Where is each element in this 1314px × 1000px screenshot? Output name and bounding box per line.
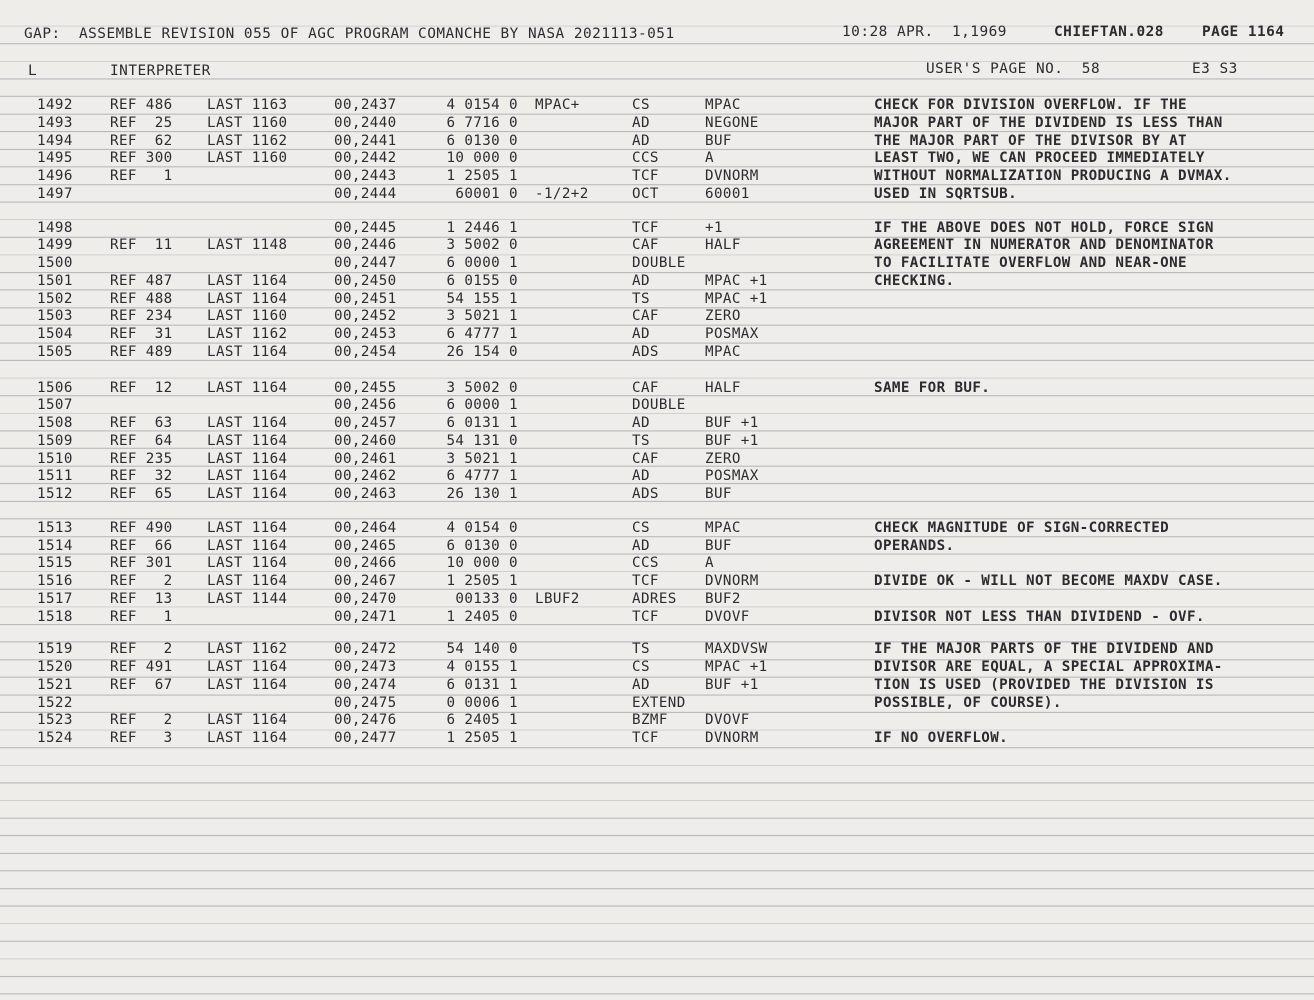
operand: HALF bbox=[705, 237, 741, 254]
address: 00,2475 bbox=[334, 694, 397, 711]
machine-code: 1 2505 1 bbox=[446, 168, 518, 184]
operand: MPAC +1 bbox=[705, 659, 768, 675]
listing-row bbox=[0, 451, 1314, 469]
opcode: CAF bbox=[632, 308, 659, 325]
opcode: TCF bbox=[632, 219, 659, 236]
operand: BUF bbox=[705, 486, 732, 502]
listing-row bbox=[0, 291, 1314, 309]
comment: CHECK MAGNITUDE OF SIGN-CORRECTED bbox=[874, 519, 1170, 536]
line-number: 1520 bbox=[37, 659, 73, 675]
ref-count: REF 234 bbox=[110, 308, 173, 325]
last-page: LAST 1164 bbox=[207, 432, 288, 449]
line-number: 1521 bbox=[37, 676, 73, 693]
last-page: LAST 1164 bbox=[207, 555, 288, 572]
address: 00,2454 bbox=[334, 343, 397, 360]
operand: DVNORM bbox=[705, 730, 759, 746]
last-page: LAST 1164 bbox=[207, 450, 288, 467]
machine-code: 3 5021 1 bbox=[446, 450, 518, 467]
last-page: LAST 1160 bbox=[207, 114, 288, 131]
operand: BUF +1 bbox=[705, 432, 759, 449]
line-number: 1500 bbox=[37, 255, 73, 271]
operand: MPAC bbox=[705, 519, 741, 536]
machine-code: 54 131 0 bbox=[446, 432, 518, 449]
symbol-label: -1/2+2 bbox=[535, 185, 589, 202]
ref-count: REF 235 bbox=[110, 450, 173, 467]
line-number: 1501 bbox=[37, 272, 73, 289]
address: 00,2460 bbox=[334, 432, 397, 449]
print-time: 10:28 APR. 1,1969 bbox=[842, 24, 1007, 40]
listing-row bbox=[0, 433, 1314, 451]
ref-count: REF 11 bbox=[110, 237, 173, 254]
listing-row bbox=[0, 168, 1314, 186]
last-page: LAST 1162 bbox=[207, 641, 288, 658]
operand: A bbox=[705, 555, 714, 572]
last-page: LAST 1164 bbox=[207, 343, 288, 360]
opcode: TCF bbox=[632, 730, 659, 746]
machine-code: 6 4777 1 bbox=[446, 468, 518, 485]
ref-count: REF 487 bbox=[110, 272, 173, 289]
page-number: PAGE 1164 bbox=[1202, 24, 1285, 40]
machine-code: 10 000 0 bbox=[446, 150, 518, 167]
listing-row bbox=[0, 397, 1314, 415]
last-page: LAST 1164 bbox=[207, 468, 288, 485]
last-page: LAST 1164 bbox=[207, 730, 288, 746]
machine-code: 6 4777 1 bbox=[446, 326, 518, 342]
line-number: 1518 bbox=[37, 608, 73, 625]
line-number: 1498 bbox=[37, 219, 73, 236]
address: 00,2461 bbox=[334, 450, 397, 467]
line-number: 1508 bbox=[37, 415, 73, 431]
listing-row bbox=[0, 237, 1314, 255]
operand: MPAC +1 bbox=[705, 272, 768, 289]
opcode: AD bbox=[632, 326, 650, 342]
operand: HALF bbox=[705, 379, 741, 396]
address: 00,2445 bbox=[334, 219, 397, 236]
listing-row bbox=[0, 326, 1314, 344]
ref-count: REF 3 bbox=[110, 730, 173, 746]
line-number: 1495 bbox=[37, 150, 73, 167]
listing-row bbox=[0, 133, 1314, 151]
address: 00,2472 bbox=[334, 641, 397, 658]
comment: POSSIBLE, OF COURSE). bbox=[874, 694, 1062, 711]
listing-row bbox=[0, 308, 1314, 326]
line-number: 1523 bbox=[37, 712, 73, 729]
operand: BUF2 bbox=[705, 590, 741, 607]
opcode: AD bbox=[632, 676, 650, 693]
machine-code: 6 0000 1 bbox=[446, 397, 518, 414]
listing-row bbox=[0, 344, 1314, 362]
ref-count: REF 300 bbox=[110, 150, 173, 167]
listing-row bbox=[0, 520, 1314, 538]
last-page: LAST 1148 bbox=[207, 237, 288, 254]
opcode: CCS bbox=[632, 150, 659, 167]
listing-title: GAP: ASSEMBLE REVISION 055 OF AGC PROGRAM COMANCHE BY NASA 2021113-051 bbox=[24, 26, 675, 42]
opcode: CS bbox=[632, 659, 650, 675]
address: 00,2456 bbox=[334, 397, 397, 414]
operand: BUF +1 bbox=[705, 676, 759, 693]
address: 00,2440 bbox=[334, 114, 397, 131]
last-page: LAST 1164 bbox=[207, 519, 288, 536]
line-number: 1507 bbox=[37, 397, 73, 414]
comment: SAME FOR BUF. bbox=[874, 379, 991, 396]
address: 00,2444 bbox=[334, 185, 397, 202]
symbol-label: MPAC+ bbox=[535, 97, 580, 113]
machine-code: 3 5021 1 bbox=[446, 308, 518, 325]
section-title: INTERPRETER bbox=[110, 63, 211, 79]
line-number: 1519 bbox=[37, 641, 73, 658]
ref-count: REF 491 bbox=[110, 659, 173, 675]
opcode: TCF bbox=[632, 608, 659, 625]
machine-code: 0 0006 1 bbox=[446, 694, 518, 711]
last-page: LAST 1163 bbox=[207, 97, 288, 113]
comment: AGREEMENT IN NUMERATOR AND DENOMINATOR bbox=[874, 237, 1214, 254]
line-number: 1506 bbox=[37, 379, 73, 396]
operand: BUF bbox=[705, 132, 732, 149]
machine-code: 1 2446 1 bbox=[446, 219, 518, 236]
opcode: AD bbox=[632, 272, 650, 289]
comment: USED IN SQRTSUB. bbox=[874, 185, 1018, 202]
address: 00,2465 bbox=[334, 537, 397, 554]
listing-row bbox=[0, 695, 1314, 713]
line-number: 1499 bbox=[37, 237, 73, 254]
machine-code: 4 0154 0 bbox=[446, 519, 518, 536]
comment: CHECK FOR DIVISION OVERFLOW. IF THE bbox=[874, 97, 1187, 113]
last-page: LAST 1162 bbox=[207, 132, 288, 149]
address: 00,2463 bbox=[334, 486, 397, 502]
line-number: 1517 bbox=[37, 590, 73, 607]
line-number: 1492 bbox=[37, 97, 73, 113]
ref-count: REF 489 bbox=[110, 343, 173, 360]
line-number: 1516 bbox=[37, 573, 73, 589]
machine-code: 6 7716 0 bbox=[446, 114, 518, 131]
ref-count: REF 2 bbox=[110, 573, 173, 589]
operand: POSMAX bbox=[705, 468, 759, 485]
opcode: AD bbox=[632, 537, 650, 554]
line-number: 1512 bbox=[37, 486, 73, 502]
last-page: LAST 1164 bbox=[207, 659, 288, 675]
last-page: LAST 1164 bbox=[207, 379, 288, 396]
users-page-number: USER'S PAGE NO. 58 bbox=[926, 61, 1101, 77]
listing-row bbox=[0, 712, 1314, 730]
address: 00,2441 bbox=[334, 132, 397, 149]
address: 00,2462 bbox=[334, 468, 397, 485]
ref-count: REF 13 bbox=[110, 590, 173, 607]
machine-code: 6 0130 0 bbox=[446, 537, 518, 554]
line-number: 1505 bbox=[37, 343, 73, 360]
opcode: DOUBLE bbox=[632, 397, 686, 414]
line-number: 1494 bbox=[37, 132, 73, 149]
last-page: LAST 1160 bbox=[207, 150, 288, 167]
opcode: AD bbox=[632, 415, 650, 431]
line-number: 1513 bbox=[37, 519, 73, 536]
listing-row bbox=[0, 380, 1314, 398]
listing-row bbox=[0, 220, 1314, 238]
ref-count: REF 301 bbox=[110, 555, 173, 572]
line-number: 1514 bbox=[37, 537, 73, 554]
operand: DVNORM bbox=[705, 168, 759, 184]
last-page: LAST 1160 bbox=[207, 308, 288, 325]
listing-row bbox=[0, 609, 1314, 627]
machine-code: 3 5002 0 bbox=[446, 379, 518, 396]
address: 00,2437 bbox=[334, 97, 397, 113]
ref-count: REF 12 bbox=[110, 379, 173, 396]
opcode: CS bbox=[632, 519, 650, 536]
address: 00,2442 bbox=[334, 150, 397, 167]
ref-count: REF 64 bbox=[110, 432, 173, 449]
operand: 60001 bbox=[705, 185, 750, 202]
address: 00,2476 bbox=[334, 712, 397, 729]
line-number: 1503 bbox=[37, 308, 73, 325]
operand: DVOVF bbox=[705, 608, 750, 625]
opcode: TS bbox=[632, 290, 650, 307]
listing-row bbox=[0, 555, 1314, 573]
machine-code: 6 0130 0 bbox=[446, 132, 518, 149]
listing-row bbox=[0, 486, 1314, 504]
opcode: CS bbox=[632, 97, 650, 113]
address: 00,2452 bbox=[334, 308, 397, 325]
opcode: ADRES bbox=[632, 590, 677, 607]
machine-code: 4 0154 0 bbox=[446, 97, 518, 113]
address: 00,2446 bbox=[334, 237, 397, 254]
ref-count: REF 65 bbox=[110, 486, 173, 502]
address: 00,2450 bbox=[334, 272, 397, 289]
address: 00,2471 bbox=[334, 608, 397, 625]
opcode: ADS bbox=[632, 486, 659, 502]
comment: WITHOUT NORMALIZATION PRODUCING A DVMAX. bbox=[874, 168, 1232, 184]
machine-code: 6 2405 1 bbox=[446, 712, 518, 729]
line-number: 1497 bbox=[37, 185, 73, 202]
machine-code: 1 2405 0 bbox=[446, 608, 518, 625]
line-number: 1511 bbox=[37, 468, 73, 485]
machine-code: 3 5002 0 bbox=[446, 237, 518, 254]
comment: LEAST TWO, WE CAN PROCEED IMMEDIATELY bbox=[874, 150, 1205, 167]
opcode: DOUBLE bbox=[632, 255, 686, 271]
address: 00,2447 bbox=[334, 255, 397, 271]
comment: TION IS USED (PROVIDED THE DIVISION IS bbox=[874, 676, 1214, 693]
comment: IF THE MAJOR PARTS OF THE DIVIDEND AND bbox=[874, 641, 1214, 658]
line-number: 1524 bbox=[37, 730, 73, 746]
opcode: CAF bbox=[632, 450, 659, 467]
comment: IF NO OVERFLOW. bbox=[874, 730, 1009, 746]
listing-row bbox=[0, 573, 1314, 591]
last-page: LAST 1164 bbox=[207, 676, 288, 693]
comment: MAJOR PART OF THE DIVIDEND IS LESS THAN bbox=[874, 114, 1223, 131]
opcode: TS bbox=[632, 432, 650, 449]
machine-code: 60001 0 bbox=[455, 185, 518, 202]
operand: MAXDVSW bbox=[705, 641, 768, 658]
ref-count: REF 25 bbox=[110, 114, 173, 131]
opcode: TS bbox=[632, 641, 650, 658]
comment: IF THE ABOVE DOES NOT HOLD, FORCE SIGN bbox=[874, 219, 1214, 236]
address: 00,2467 bbox=[334, 573, 397, 589]
address: 00,2474 bbox=[334, 676, 397, 693]
listing-row bbox=[0, 659, 1314, 677]
last-page: LAST 1164 bbox=[207, 486, 288, 502]
opcode: AD bbox=[632, 132, 650, 149]
address: 00,2477 bbox=[334, 730, 397, 746]
machine-code: 6 0131 1 bbox=[446, 415, 518, 431]
line-number: 1515 bbox=[37, 555, 73, 572]
line-number: 1493 bbox=[37, 114, 73, 131]
operand: MPAC +1 bbox=[705, 290, 768, 307]
listing-row bbox=[0, 115, 1314, 133]
ref-count: REF 490 bbox=[110, 519, 173, 536]
address: 00,2457 bbox=[334, 415, 397, 431]
last-page: LAST 1164 bbox=[207, 712, 288, 729]
listing-row bbox=[0, 186, 1314, 204]
listing-row bbox=[0, 730, 1314, 748]
listing-row bbox=[0, 641, 1314, 659]
ref-count: REF 1 bbox=[110, 608, 173, 625]
machine-code: 1 2505 1 bbox=[446, 573, 518, 589]
symbol-label: LBUF2 bbox=[535, 590, 580, 607]
listing-row bbox=[0, 538, 1314, 556]
last-page: LAST 1164 bbox=[207, 415, 288, 431]
comment: OPERANDS. bbox=[874, 537, 955, 554]
operand: POSMAX bbox=[705, 326, 759, 342]
operand: BUF bbox=[705, 537, 732, 554]
ref-count: REF 66 bbox=[110, 537, 173, 554]
ref-count: REF 62 bbox=[110, 132, 173, 149]
address: 00,2453 bbox=[334, 326, 397, 342]
listing-row bbox=[0, 591, 1314, 609]
last-page: LAST 1164 bbox=[207, 272, 288, 289]
machine-code: 6 0155 0 bbox=[446, 272, 518, 289]
line-number: 1496 bbox=[37, 168, 73, 184]
last-page: LAST 1164 bbox=[207, 573, 288, 589]
section-marker: L bbox=[28, 63, 38, 79]
operand: MPAC bbox=[705, 343, 741, 360]
ref-count: REF 2 bbox=[110, 641, 173, 658]
opcode: CAF bbox=[632, 237, 659, 254]
address: 00,2455 bbox=[334, 379, 397, 396]
line-number: 1510 bbox=[37, 450, 73, 467]
line-number: 1522 bbox=[37, 694, 73, 711]
machine-code: 4 0155 1 bbox=[446, 659, 518, 675]
listing-row bbox=[0, 150, 1314, 168]
listing-row bbox=[0, 415, 1314, 433]
comment: CHECKING. bbox=[874, 272, 955, 289]
machine-code: 1 2505 1 bbox=[446, 730, 518, 746]
address: 00,2443 bbox=[334, 168, 397, 184]
machine-code: 54 155 1 bbox=[446, 290, 518, 307]
ref-count: REF 67 bbox=[110, 676, 173, 693]
opcode: OCT bbox=[632, 185, 659, 202]
ref-count: REF 31 bbox=[110, 326, 173, 342]
comment: THE MAJOR PART OF THE DIVISOR BY AT bbox=[874, 132, 1187, 149]
operand: DVOVF bbox=[705, 712, 750, 729]
last-page: LAST 1164 bbox=[207, 290, 288, 307]
operand: DVNORM bbox=[705, 573, 759, 589]
machine-code: 10 000 0 bbox=[446, 555, 518, 572]
operand: +1 bbox=[705, 219, 723, 236]
address: 00,2451 bbox=[334, 290, 397, 307]
listing-row bbox=[0, 677, 1314, 695]
line-number: 1504 bbox=[37, 326, 73, 342]
comment: DIVISOR ARE EQUAL, A SPECIAL APPROXIMA- bbox=[874, 659, 1223, 675]
machine-code: 00133 0 bbox=[455, 590, 518, 607]
ref-count: REF 32 bbox=[110, 468, 173, 485]
operand: A bbox=[705, 150, 714, 167]
opcode: CCS bbox=[632, 555, 659, 572]
address: 00,2466 bbox=[334, 555, 397, 572]
ref-count: REF 63 bbox=[110, 415, 173, 431]
opcode: BZMF bbox=[632, 712, 668, 729]
listing-row bbox=[0, 468, 1314, 486]
machine-code: 6 0131 1 bbox=[446, 676, 518, 693]
listing-row bbox=[0, 273, 1314, 291]
job-name: CHIEFTAN.028 bbox=[1054, 24, 1164, 40]
comment: DIVISOR NOT LESS THAN DIVIDEND - OVF. bbox=[874, 608, 1205, 625]
section-code: E3 S3 bbox=[1192, 61, 1238, 77]
machine-code: 6 0000 1 bbox=[446, 255, 518, 271]
opcode: TCF bbox=[632, 168, 659, 184]
ref-count: REF 488 bbox=[110, 290, 173, 307]
line-number: 1509 bbox=[37, 432, 73, 449]
opcode: AD bbox=[632, 468, 650, 485]
ref-count: REF 486 bbox=[110, 97, 173, 113]
last-page: LAST 1164 bbox=[207, 537, 288, 554]
machine-code: 26 130 1 bbox=[446, 486, 518, 502]
comment: DIVIDE OK - WILL NOT BECOME MAXDV CASE. bbox=[874, 573, 1223, 589]
last-page: LAST 1162 bbox=[207, 326, 288, 342]
opcode: EXTEND bbox=[632, 694, 686, 711]
last-page: LAST 1144 bbox=[207, 590, 288, 607]
line-number: 1502 bbox=[37, 290, 73, 307]
operand: ZERO bbox=[705, 308, 741, 325]
ref-count: REF 2 bbox=[110, 712, 173, 729]
address: 00,2473 bbox=[334, 659, 397, 675]
machine-code: 26 154 0 bbox=[446, 343, 518, 360]
opcode: ADS bbox=[632, 343, 659, 360]
operand: ZERO bbox=[705, 450, 741, 467]
operand: NEGONE bbox=[705, 114, 759, 131]
opcode: AD bbox=[632, 114, 650, 131]
listing-row bbox=[0, 255, 1314, 273]
comment: TO FACILITATE OVERFLOW AND NEAR-ONE bbox=[874, 255, 1187, 271]
ref-count: REF 1 bbox=[110, 168, 173, 184]
operand: MPAC bbox=[705, 97, 741, 113]
opcode: TCF bbox=[632, 573, 659, 589]
listing-row bbox=[0, 97, 1314, 115]
operand: BUF +1 bbox=[705, 415, 759, 431]
address: 00,2470 bbox=[334, 590, 397, 607]
address: 00,2464 bbox=[334, 519, 397, 536]
opcode: CAF bbox=[632, 379, 659, 396]
machine-code: 54 140 0 bbox=[446, 641, 518, 658]
